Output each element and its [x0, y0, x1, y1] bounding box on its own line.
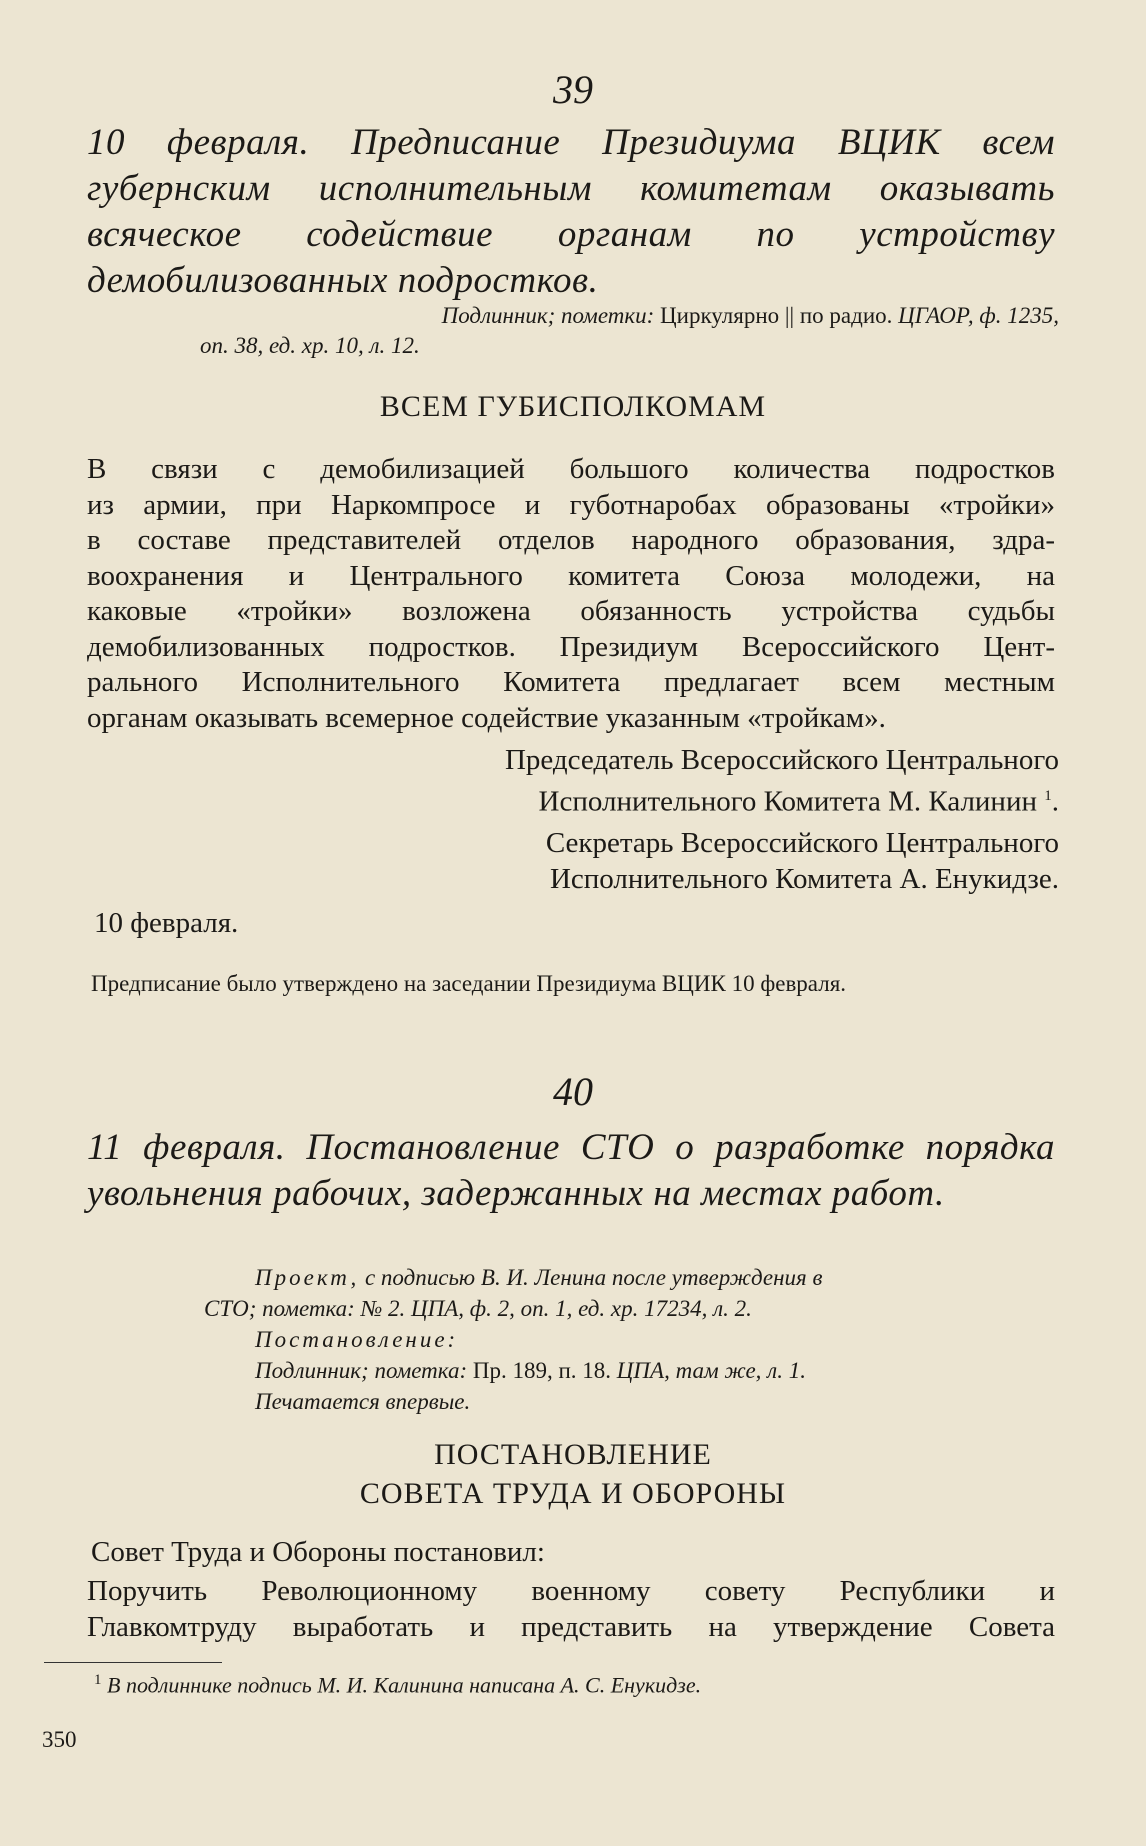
signature-chairman-line1: Председатель Всероссийского Центрального — [504, 744, 1059, 776]
document-40-heading: 11 февраля. Постановление СТО о разработке порядка увольнения рабочих, задержанных на местах работ. — [87, 1127, 1055, 1214]
document-39-title: ВСЕМ ГУБИСПОЛКОМАМ — [379, 390, 767, 423]
source-type: Проект, — [255, 1265, 360, 1290]
body-line: рального Исполнительного Комитета предлагает всем местным — [87, 666, 1055, 698]
document-number-39: 39 — [553, 67, 593, 112]
signature-chairman-line2: Исполнительного Комитета М. Калинин $^1$. — [538, 785, 1059, 818]
document-39-body — [87, 452, 1055, 736]
document-40-source-1 — [255, 1262, 822, 1293]
body-line: органам оказывать всемерное содействие указанным «тройкам». — [87, 701, 886, 734]
document-39-source-ref: оп. 38, ед. хр. 10, л. 12. — [200, 333, 420, 358]
footnote-number: 1 — [94, 1672, 102, 1688]
source-archive: ЦПА, там же, л. 1. — [616, 1358, 806, 1383]
source-marks: Пр. 189, п. 18. — [472, 1358, 612, 1383]
document-40-title-2: СОВЕТА ТРУДА И ОБОРОНЫ — [359, 1477, 787, 1510]
body-line: воохранения и Центрального комитета Союза молодежи, на — [87, 559, 1055, 592]
source-desc: с подписью В. И. Ленина после утверждения в — [364, 1265, 823, 1290]
footnote-text: В подлиннике подпись М. И. Калинина написана А. С. Енукидзе. — [107, 1672, 702, 1698]
body-line: из армии, при Наркомпросе и губотнаробах образованы «тройки» — [87, 488, 1055, 521]
signature-chairman — [505, 742, 1059, 820]
document-39-source — [442, 300, 1059, 331]
document-39-heading: 10 февраля. Предписание Президиума ВЦИК всем губернским исполнительным комитетам оказывать всяческое содействие органам по устройству демобилизованных подростков. — [87, 122, 1055, 301]
body-line: демобилизованных подростков. Президиум Всероссийского Цент- — [87, 630, 1055, 663]
document-40-source-3: Постановление: — [255, 1327, 459, 1352]
body-line: каковые «тройки» возложена обязанность устройства судьбы — [87, 595, 1055, 627]
document-39-note: Предписание было утверждено на заседании Президиума ВЦИК 10 февраля. — [91, 971, 847, 996]
signature-chairman-name: Исполнительного Комитета М. Калинин — [538, 785, 1037, 818]
document-number-40: 40 — [553, 1069, 593, 1114]
signature-secretary-line2: Исполнительного Комитета А. Енукидзе. — [549, 863, 1059, 895]
document-40-body-intro: Совет Труда и Обороны постановил: — [91, 1536, 545, 1568]
body-line: в составе представителей отделов народного образования, здра- — [87, 524, 1055, 556]
source-archive: ЦГАОР, ф. 1235, — [898, 303, 1059, 328]
document-40-title-1: ПОСТАНОВЛЕНИЕ — [434, 1438, 712, 1471]
source-label: Подлинник; пометка: — [255, 1358, 468, 1383]
document-40-body — [87, 1574, 1055, 1645]
footnote-mark: 1 — [1044, 788, 1052, 804]
page-number: 350 — [42, 1727, 77, 1752]
source-label: Подлинник; пометки: — [441, 303, 655, 328]
document-40-source-5: Печатается впервые. — [255, 1389, 471, 1414]
signature-secretary-line1: Секретарь Всероссийского Центрального — [545, 827, 1059, 859]
source-marks: Циркулярно || по радио. — [660, 303, 893, 328]
body-line: Главкомтруду выработать и представить на утверждение Совета — [87, 1610, 1055, 1643]
body-line: В связи с демобилизацией большого количества подростков — [87, 453, 1055, 485]
body-line: Поручить Революционному военному совету Республики и — [87, 1575, 1055, 1607]
document-40-source-2: СТО; пометка: № 2. ЦПА, ф. 2, оп. 1, ед. хр. 17234, л. 2. — [204, 1296, 752, 1321]
footnote-rule — [44, 1662, 222, 1663]
signature-secretary — [546, 825, 1059, 897]
footnote — [94, 1672, 701, 1698]
document-40-source-4 — [255, 1355, 806, 1386]
document-39-date: 10 февраля. — [94, 907, 239, 939]
